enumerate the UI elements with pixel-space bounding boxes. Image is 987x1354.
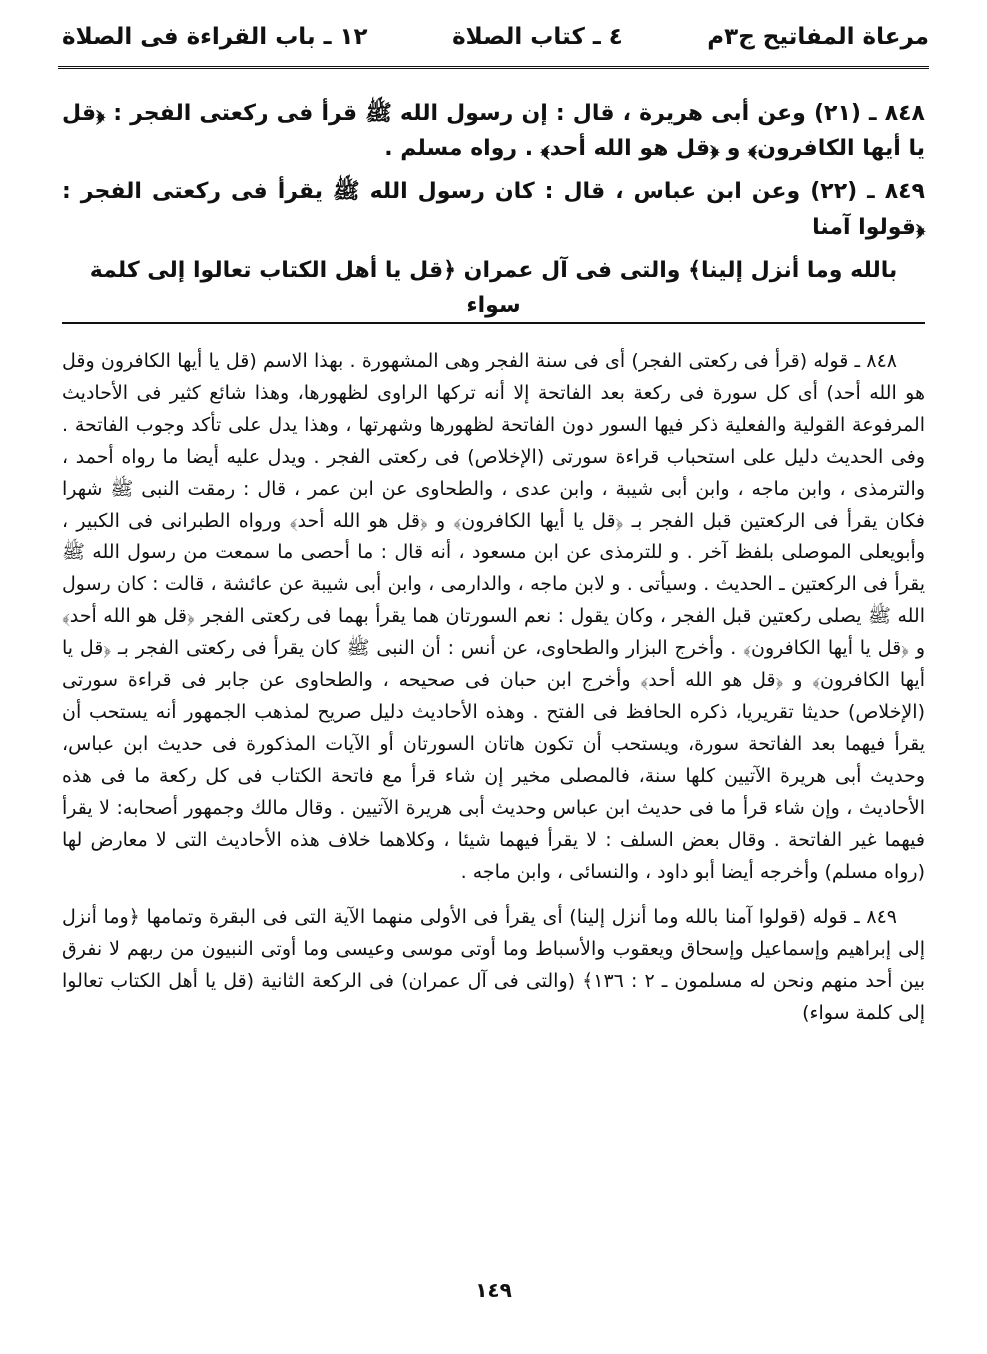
commentary-849: ٨٤٩ ـ قوله (قولوا آمنا بالله وما أنزل إلينا) أى يقرأ فى الأولى منهما الآية التى فى البقرة وتمامها ﴿وما أنزل إلى إبراهيم وإسماعيل وإسحاق ويعقوب والأسباط وما أوتى موسى وعيسى وما أوتى النبيون من ربهم لا نفرق بين أحد منهم ونحن له مسلمون ـ ٢ : ١٣٦﴾ (والتى فى آل عمران) فى الركعة الثانية (قل يا أهل الكتاب تعالوا إلى كلمة سواء) (62, 906, 925, 1025)
commentary-divider (62, 322, 925, 324)
header-section: ١٢ ـ باب القراءة فى الصلاة (62, 24, 368, 50)
running-header (62, 20, 929, 54)
hadith-849-line-2: بالله وما أنزل إلينا﴾ والتى فى آل عمران ﴿قل يا أهل الكتاب تعالوا إلى كلمة سواء (89, 257, 898, 318)
hadith-848: ٨٤٨ ـ (٢١) وعن أبى هريرة ، قال : إن رسول الله ﷺ قرأ فى ركعتى الفجر : ﴿قل يا أيها الكافرون﴾ و ﴿قل هو الله أحد﴾ . رواه مسلم . (62, 101, 925, 162)
page-number: ١٤٩ (475, 1278, 512, 1302)
header-divider (58, 66, 929, 69)
commentary-848: ٨٤٨ ـ قوله (قرأ فى ركعتى الفجر) أى فى سنة الفجر وهى المشهورة . بهذا الاسم (قل يا أيها الكافرون وقل هو الله أحد) أى كل سورة فى ركعة بعد الفاتحة إلا أنه تركها الراوى لظهورها، وهذا شائع كثير فى الأحاديث المرفوعة القولية والفعلية ذكر فيها السور دون الفاتحة لظهورها وشهرتها ، وهذا يدل على تأكد وجوب الفاتحة . وفى الحديث دليل على استحباب قراءة سورتى (الإخلاص) فى ركعتى الفجر . ويدل عليه أيضا ما رواه أحمد ، والترمذى ، وابن ماجه ، وابن أبى شيبة ، وابن عدى ، والطحاوى عن ابن عمر ، قال : رمقت النبى ﷺ شهرا فكان يقرأ فى الركعتين قبل الفجر بـ ﴿قل يا أيها الكافرون﴾ و ﴿قل هو الله أحد﴾ ورواه الطبرانى فى الكبير ، وأبويعلى الموصلى بلفظ آخر . و للترمذى عن ابن مسعود ، أنه قال : ما أحصى ما سمعت من رسول الله ﷺ يقرأ فى الركعتين ـ الحديث . وسيأتى . و لابن ماجه ، والدارمى ، وابن أبى شيبة عن عائشة ، قالت : كان رسول الله ﷺ يصلى ركعتين قبل الفجر ، وكان يقول : نعم السورتان هما يقرأ بهما فى ركعتى الفجر ﴿قل هو الله أحد﴾ و ﴿قل يا أيها الكافرون﴾ . وأخرج البزار والطحاوى، عن أنس : أن النبى ﷺ كان يقرأ فى ركعتى الفجر بـ ﴿قل يا أيها الكافرون﴾ و ﴿قل هو الله أحد﴾ وأخرج ابن حبان فى صحيحه ، والطحاوى عن جابر فى قراءة سورتى (الإخلاص) حديثا تقريريا، ذكره الحافظ فى الفتح . وهذه الأحاديث دليل صريح لمذهب الجمهور أنه يستحب أن يقرأ فيهما بعد الفاتحة سورة، ويستحب أن تكون هاتان السورتان أو الآيات المذكورة فى حديث ابن عباس، وحديث أبى هريرة الآتيين كلها سنة، فالمصلى مخير إن شاء قرأ مع فاتحة الكتاب فى كل ركعة ما فى هذه الأحاديث ، وإن شاء قرأ ما فى حديث ابن عباس وحديث أبى هريرة الآتيين . وقال مالك وجمهور أصحابه: لا يقرأ فيهما غير الفاتحة . وقال بعض السلف : لا يقرأ فيهما شيئا ، وكلاهما خلاف هذه الأحاديث التى لا معارض لها (رواه مسلم) وأخرجه أيضا أبو داود ، والنسائى ، وابن ماجه . (62, 350, 925, 883)
hadith-text-block (62, 96, 925, 331)
header-book-title: مرعاة المفاتيح ج٣م (707, 24, 929, 50)
header-chapter: ٤ ـ كتاب الصلاة (452, 24, 623, 50)
hadith-849-line-1: ٨٤٩ ـ (٢٢) وعن ابن عباس ، قال : كان رسول الله ﷺ يقرأ فى ركعتى الفجر : ﴿قولوا آمنا (62, 179, 925, 240)
commentary-block (62, 346, 925, 1030)
